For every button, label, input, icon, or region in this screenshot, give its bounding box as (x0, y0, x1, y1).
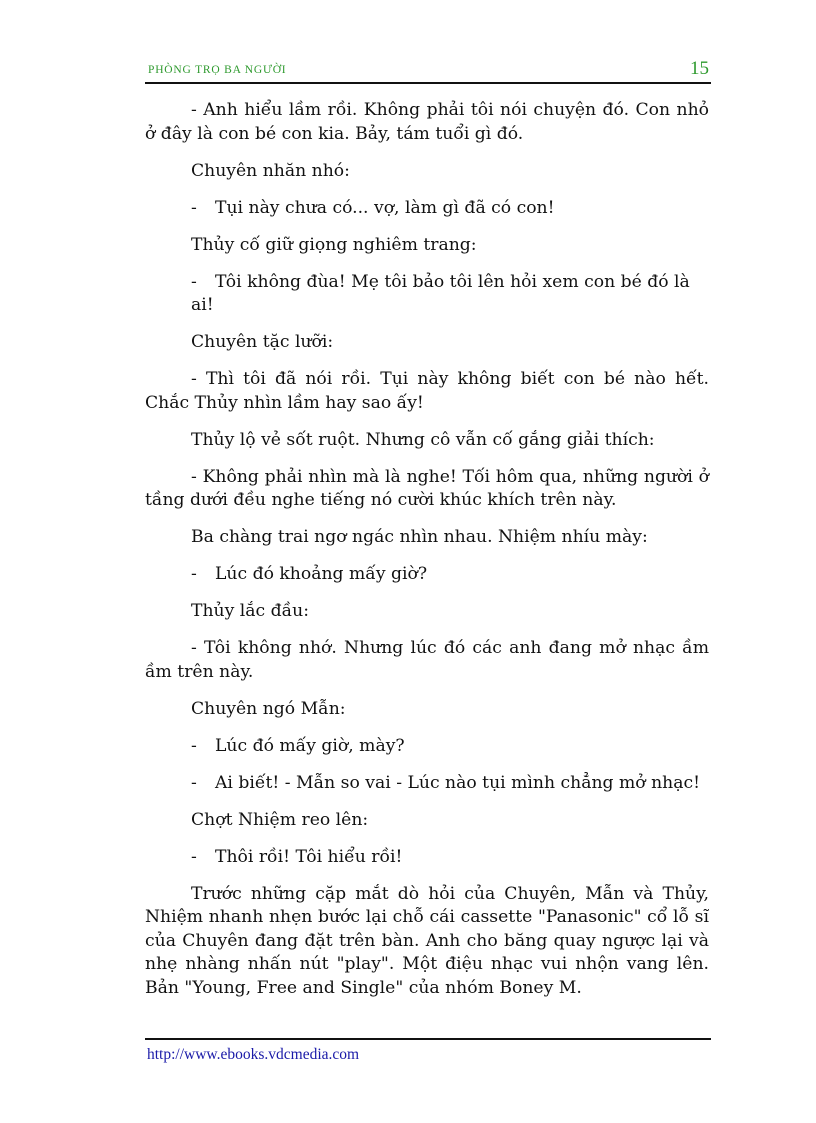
paragraph: Thủy lắc đầu: (191, 601, 310, 621)
dialogue-line (145, 772, 709, 796)
dash-mark: - (191, 772, 197, 793)
paragraph: Chợt Nhiệm reo lên: (191, 809, 369, 830)
paragraph: Chuyên nhăn nhó: (191, 160, 350, 181)
paragraph: Trước những cặp mắt dò hỏi của Chuyên, Mẫn và Thủy, Nhiệm nhanh nhẹn bước lại chỗ cái cassette "Panasonic" cổ lỗ sĩ của Chuyên đang đặt trên bàn. Anh cho băng quay ngược lại và nhẹ nhàng nhấn nút "play". Một điệu nhạc vui nhộn vang lên. Bản "Young, Free and Single" của nhóm Boney M. (145, 883, 709, 998)
paragraph: - Không phải nhìn mà là nghe! Tối hôm qua, những người ở tầng dưới đều nghe tiếng nó cười khúc khích trên này. (145, 466, 709, 510)
dialogue-text: Lúc đó mấy giờ, mày? (215, 735, 405, 756)
dialogue-line (145, 735, 709, 759)
running-title: PHÒNG TRỌ BA NGƯỜI (148, 64, 287, 76)
paragraph: - Anh hiểu lầm rồi. Không phải tôi nói chuyện đó. Con nhỏ ở đây là con bé con kia. Bảy, tám tuổi gì đó. (145, 100, 709, 144)
dash-mark: - (191, 735, 197, 756)
paragraph: Chuyên ngó Mẫn: (191, 698, 346, 719)
dialogue-line (145, 846, 709, 870)
dash-mark: - (191, 846, 197, 867)
dialogue-text: Lúc đó khoảng mấy giờ? (215, 564, 428, 584)
paragraph: Thủy lộ vẻ sốt ruột. Nhưng cô vẫn cố gắng giải thích: (191, 429, 655, 450)
dialogue-text: Thôi rồi! Tôi hiểu rồi! (215, 846, 403, 867)
paragraph: - Thì tôi đã nói rồi. Tụi này không biết con bé nào hết. Chắc Thủy nhìn lầm hay sao ấy! (145, 369, 709, 413)
dash-mark: - (191, 564, 197, 584)
dialogue-text: Tôi không đùa! Mẹ tôi bảo tôi lên hỏi xem con bé đó là ai! (191, 271, 690, 315)
dialogue-text: Tụi này chưa có... vợ, làm gì đã có con! (215, 197, 555, 218)
dialogue-line (145, 563, 709, 587)
running-header (145, 58, 711, 84)
paragraph: - Tôi không nhớ. Nhưng lúc đó các anh đang mở nhạc ầm ầm trên này. (145, 638, 709, 682)
dialogue-text: Ai biết! - Mẫn so vai - Lúc nào tụi mình chẳng mở nhạc! (215, 772, 701, 793)
dash-mark: - (191, 197, 197, 218)
paragraph: Ba chàng trai ngơ ngác nhìn nhau. Nhiệm nhíu mày: (191, 527, 648, 547)
paragraph: Chuyên tặc lưỡi: (191, 332, 334, 352)
footer-url-link[interactable]: http://www.ebooks.vdcmedia.com (147, 1046, 360, 1063)
page-number: 15 (690, 58, 709, 79)
dash-mark: - (191, 271, 197, 292)
dialogue-line (145, 197, 709, 221)
paragraph: Thủy cố giữ giọng nghiêm trang: (191, 234, 477, 255)
dialogue-line (145, 271, 709, 318)
footer-rule (145, 1038, 711, 1040)
page-body (145, 99, 709, 1014)
